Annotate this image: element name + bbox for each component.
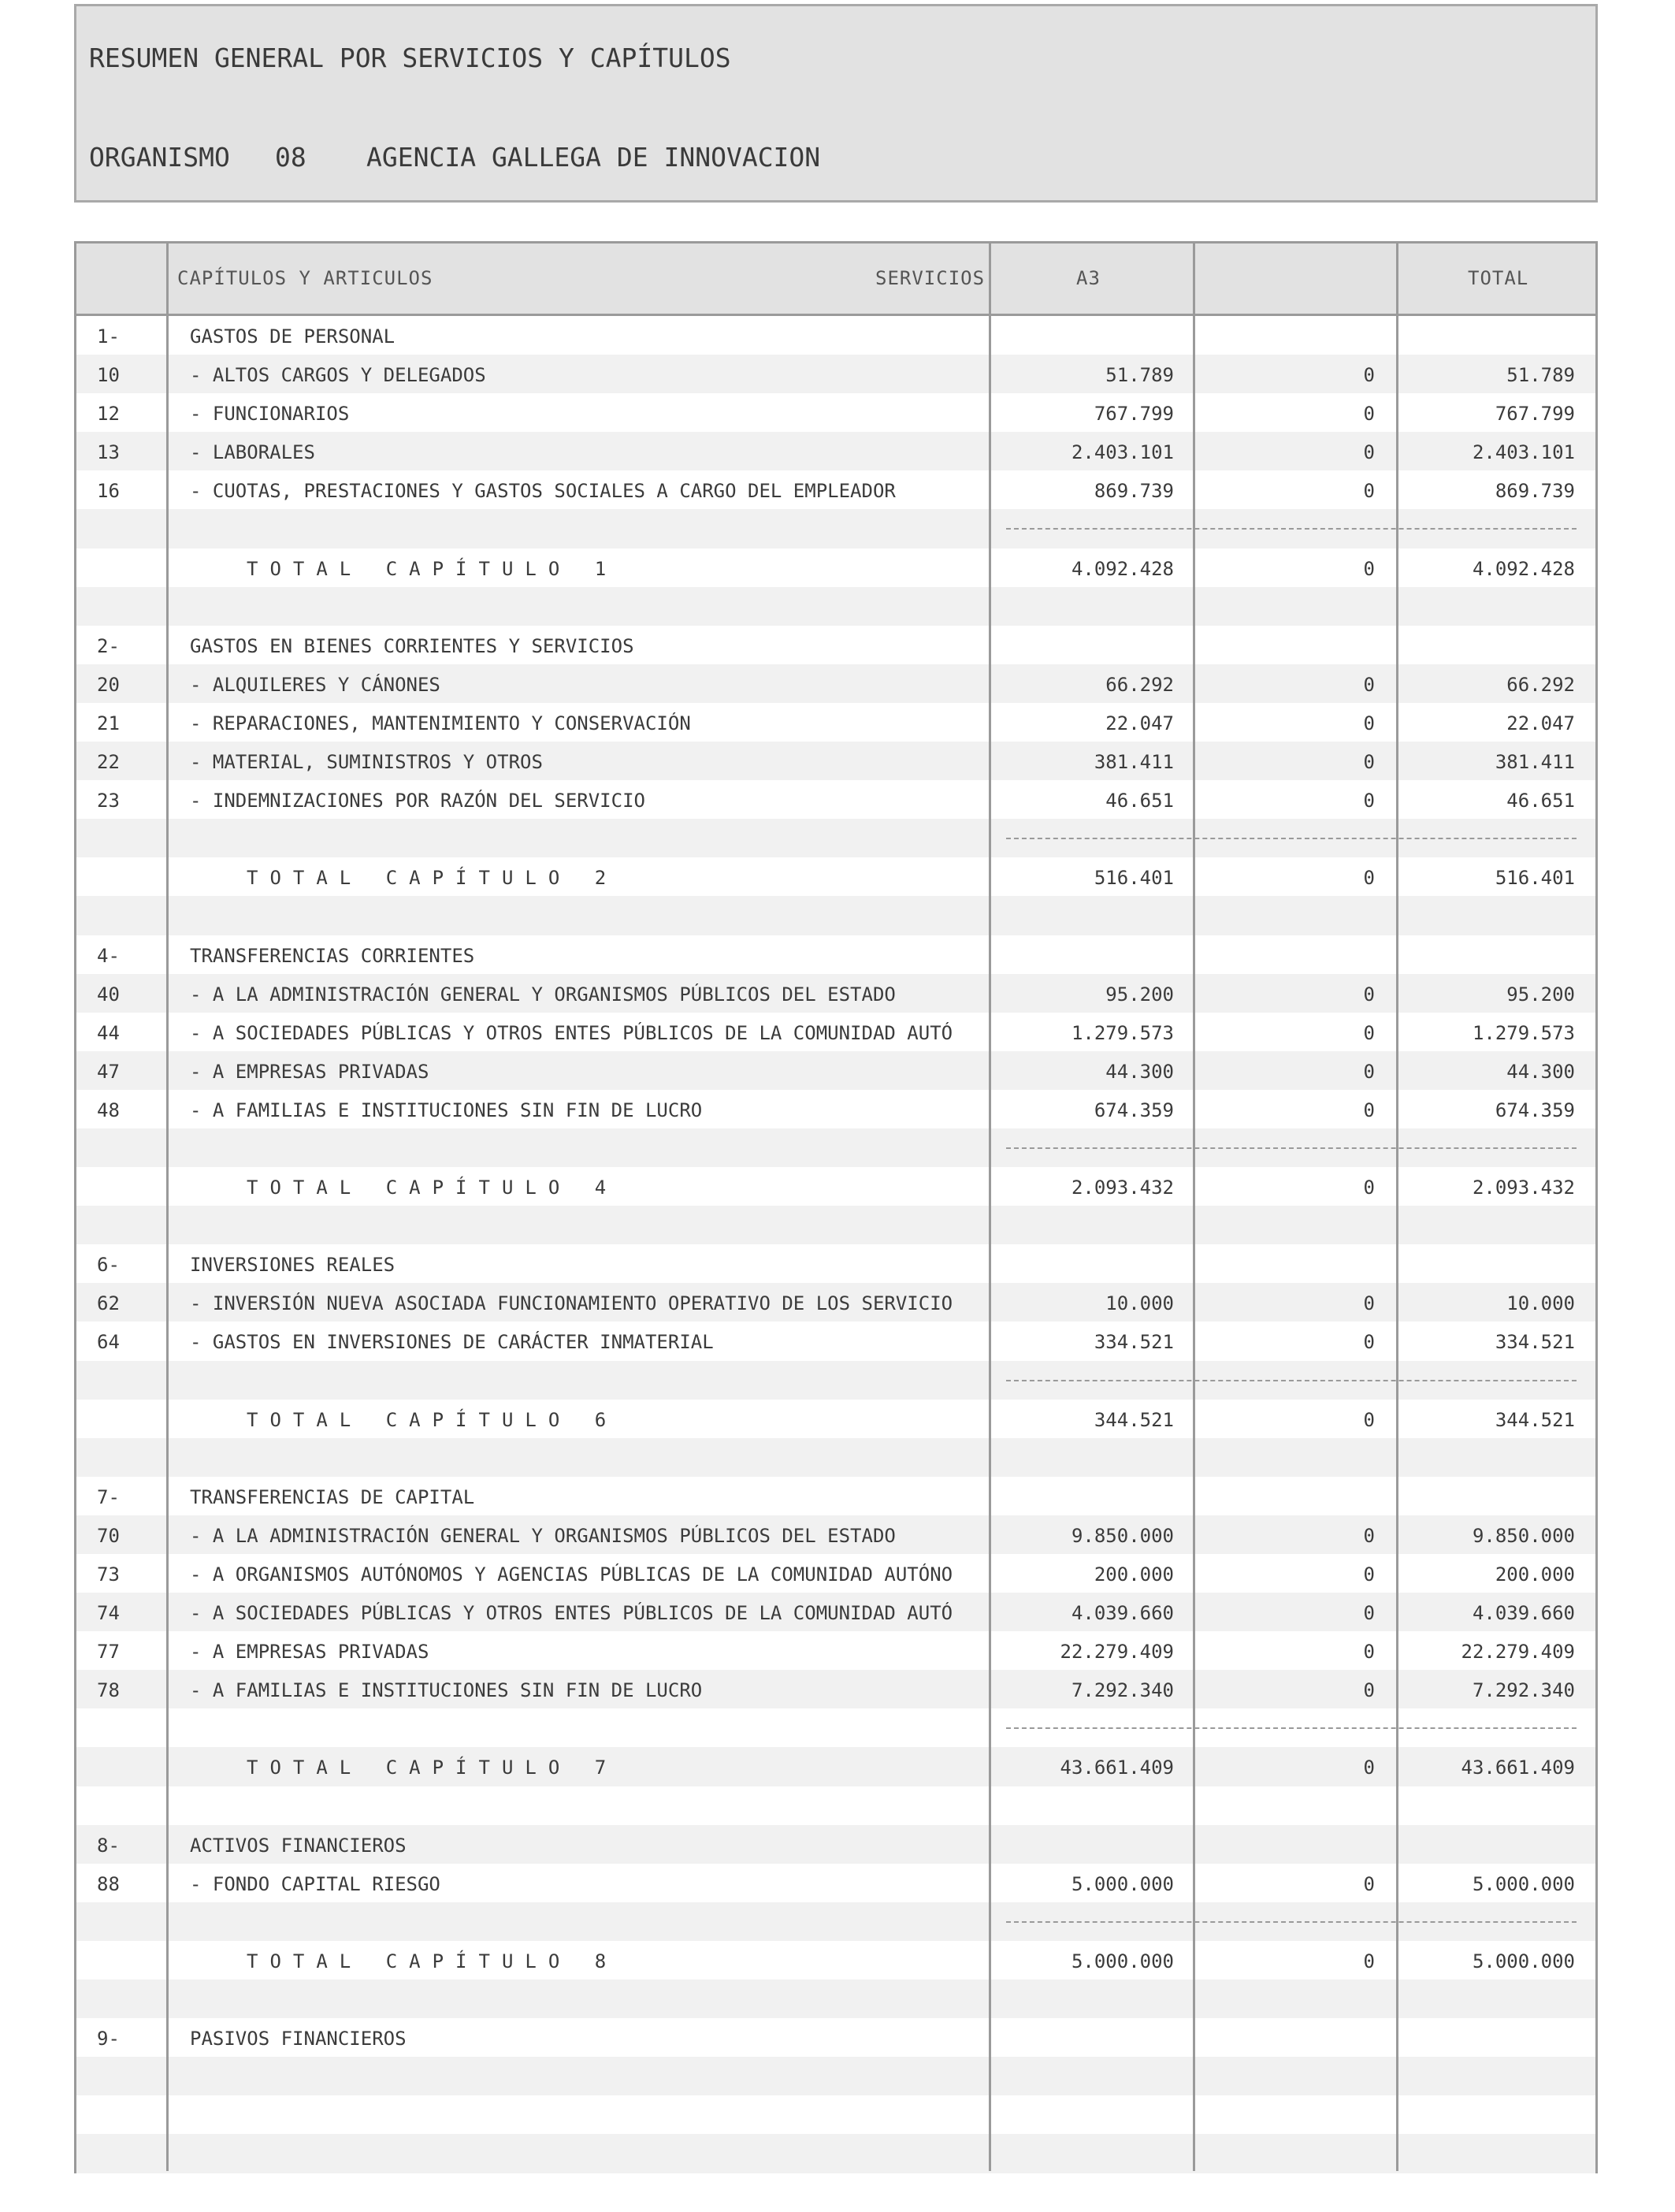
article-code: 88 <box>97 1872 120 1895</box>
blank-column-value: 0 <box>1363 1602 1375 1625</box>
a3-value: 46.651 <box>1105 790 1174 812</box>
blank-column-value: 0 <box>1363 1060 1375 1083</box>
article-description: - A LA ADMINISTRACIÓN GENERAL Y ORGANISMOS PÚBLICOS DEL ESTADO <box>190 1524 896 1547</box>
total-value: 381.411 <box>1495 751 1575 774</box>
table-row <box>76 1322 1595 1360</box>
article-description: - CUOTAS, PRESTACIONES Y GASTOS SOCIALES A CARGO DEL EMPLEADOR <box>190 480 896 503</box>
column-divider <box>1396 244 1398 2171</box>
report-header <box>74 4 1598 203</box>
blank-column-value: 0 <box>1363 712 1375 734</box>
chapter-row <box>76 935 1595 974</box>
blank-column-value: 0 <box>1363 1872 1375 1895</box>
col-total: TOTAL <box>1468 267 1529 289</box>
subtotal-separator <box>76 1128 1595 1167</box>
table-row <box>76 1283 1595 1322</box>
blank-column-value: 0 <box>1363 403 1375 426</box>
article-description: - FONDO CAPITAL RIESGO <box>190 1872 440 1895</box>
a3-value: 1.279.573 <box>1071 1021 1174 1044</box>
total-value: 95.200 <box>1506 983 1575 1006</box>
blank-column-total: 0 <box>1363 1408 1375 1431</box>
blank-column-value: 0 <box>1363 480 1375 503</box>
table-row <box>76 1631 1595 1670</box>
a3-value: 200.000 <box>1094 1563 1174 1586</box>
table-body <box>76 316 1595 2212</box>
table-row <box>76 1864 1595 1902</box>
chapter-title: INVERSIONES REALES <box>190 1254 396 1277</box>
subtotal-separator <box>76 509 1595 548</box>
a3-value: 381.411 <box>1094 751 1174 774</box>
a3-value: 10.000 <box>1105 1292 1174 1315</box>
a3-total: 2.093.432 <box>1071 1177 1174 1199</box>
blank-row <box>76 2134 1595 2173</box>
blank-column-value: 0 <box>1363 1679 1375 1702</box>
table-row <box>76 1554 1595 1593</box>
total-value: 66.292 <box>1506 673 1575 696</box>
subtotal-separator <box>76 1902 1595 1941</box>
a3-value: 9.850.000 <box>1071 1524 1174 1547</box>
chapter-title: PASIVOS FINANCIEROS <box>190 2028 407 2050</box>
table-row <box>76 703 1595 742</box>
blank-column-value: 0 <box>1363 1331 1375 1354</box>
grand-total: 344.521 <box>1495 1408 1575 1431</box>
a3-value: 869.739 <box>1094 480 1174 503</box>
column-divider <box>989 244 991 2171</box>
blank-column-value: 0 <box>1363 751 1375 774</box>
chapter-total-label: TOTAL CAPÍTULO 8 <box>247 1950 618 1972</box>
chapter-row <box>76 626 1595 664</box>
a3-value: 44.300 <box>1105 1060 1174 1083</box>
col-a3: A3 <box>1076 267 1101 289</box>
a3-value: 22.279.409 <box>1060 1641 1174 1664</box>
chapter-total-row <box>76 1747 1595 1786</box>
blank-column-value: 0 <box>1363 1292 1375 1315</box>
a3-value: 66.292 <box>1105 673 1174 696</box>
a3-total: 5.000.000 <box>1071 1950 1174 1972</box>
blank-row <box>76 1438 1595 1477</box>
table-row <box>76 393 1595 432</box>
blank-column-value: 0 <box>1363 441 1375 464</box>
chapter-code: 6- <box>97 1254 120 1277</box>
chapter-code: 1- <box>97 325 120 348</box>
total-value: 1.279.573 <box>1472 1021 1575 1044</box>
chapter-total-row <box>76 1167 1595 1206</box>
a3-value: 767.799 <box>1094 403 1174 426</box>
blank-row <box>76 896 1595 935</box>
chapter-row <box>76 1244 1595 1283</box>
column-divider <box>166 244 169 2171</box>
a3-value: 7.292.340 <box>1071 1679 1174 1702</box>
a3-value: 4.039.660 <box>1071 1602 1174 1625</box>
blank-column-value: 0 <box>1363 1524 1375 1547</box>
blank-row <box>76 2057 1595 2095</box>
a3-total: 516.401 <box>1094 867 1174 890</box>
organismo-name: AGENCIA GALLEGA DE INNOVACION <box>366 142 821 173</box>
chapter-total-label: TOTAL CAPÍTULO 7 <box>247 1757 618 1779</box>
article-code: 47 <box>97 1060 120 1083</box>
total-value: 334.521 <box>1495 1331 1575 1354</box>
total-value: 767.799 <box>1495 403 1575 426</box>
grand-total: 5.000.000 <box>1472 1950 1575 1972</box>
dashed-rule <box>1006 1380 1577 1381</box>
article-code: 48 <box>97 1099 120 1121</box>
chapter-code: 9- <box>97 2028 120 2050</box>
table-row <box>76 1090 1595 1128</box>
chapter-title: TRANSFERENCIAS DE CAPITAL <box>190 1485 475 1508</box>
dashed-rule <box>1006 838 1577 839</box>
total-value: 22.047 <box>1506 712 1575 734</box>
organismo-label: ORGANISMO <box>89 142 230 173</box>
table-row <box>76 355 1595 393</box>
blank-column-value: 0 <box>1363 1563 1375 1586</box>
blank-column-value: 0 <box>1363 364 1375 387</box>
article-description: - A LA ADMINISTRACIÓN GENERAL Y ORGANISMOS PÚBLICOS DEL ESTADO <box>190 983 896 1006</box>
blank-column-value: 0 <box>1363 1641 1375 1664</box>
col-capitulos: CAPÍTULOS Y ARTICULOS <box>177 267 433 289</box>
table-header <box>76 244 1595 316</box>
article-description: - A EMPRESAS PRIVADAS <box>190 1060 429 1083</box>
article-description: - INDEMNIZACIONES POR RAZÓN DEL SERVICIO <box>190 790 645 812</box>
table-row <box>76 1013 1595 1051</box>
article-description: - ALQUILERES Y CÁNONES <box>190 673 440 696</box>
blank-row <box>76 1980 1595 2018</box>
article-code: 20 <box>97 673 120 696</box>
table-row <box>76 742 1595 780</box>
article-description: - LABORALES <box>190 441 315 464</box>
total-value: 46.651 <box>1506 790 1575 812</box>
article-code: 62 <box>97 1292 120 1315</box>
total-value: 5.000.000 <box>1472 1872 1575 1895</box>
chapter-row <box>76 316 1595 355</box>
article-code: 12 <box>97 403 120 426</box>
chapter-total-row <box>76 1400 1595 1438</box>
article-description: - GASTOS EN INVERSIONES DE CARÁCTER INMATERIAL <box>190 1331 714 1354</box>
chapter-code: 7- <box>97 1485 120 1508</box>
blank-row <box>76 2173 1595 2212</box>
blank-column-total: 0 <box>1363 867 1375 890</box>
article-description: - REPARACIONES, MANTENIMIENTO Y CONSERVACIÓN <box>190 712 691 734</box>
dashed-rule <box>1006 1727 1577 1729</box>
total-value: 869.739 <box>1495 480 1575 503</box>
total-value: 200.000 <box>1495 1563 1575 1586</box>
grand-total: 2.093.432 <box>1472 1177 1575 1199</box>
subtotal-separator <box>76 1361 1595 1400</box>
a3-value: 22.047 <box>1105 712 1174 734</box>
table-row <box>76 1593 1595 1631</box>
dashed-rule <box>1006 1147 1577 1149</box>
chapter-row <box>76 2018 1595 2057</box>
chapter-total-row <box>76 857 1595 896</box>
blank-column-value: 0 <box>1363 983 1375 1006</box>
article-description: - A SOCIEDADES PÚBLICAS Y OTROS ENTES PÚBLICOS DE LA COMUNIDAD AUTÓ <box>190 1021 953 1044</box>
chapter-total-label: TOTAL CAPÍTULO 2 <box>247 867 618 890</box>
blank-column-total: 0 <box>1363 1950 1375 1972</box>
blank-column-value: 0 <box>1363 1099 1375 1121</box>
subtotal-separator <box>76 819 1595 857</box>
a3-total: 4.092.428 <box>1071 557 1174 580</box>
chapter-total-label: TOTAL CAPÍTULO 1 <box>247 557 618 580</box>
article-code: 73 <box>97 1563 120 1586</box>
a3-value: 674.359 <box>1094 1099 1174 1121</box>
chapter-code: 8- <box>97 1834 120 1857</box>
article-code: 44 <box>97 1021 120 1044</box>
total-value: 10.000 <box>1506 1292 1575 1315</box>
total-value: 44.300 <box>1506 1060 1575 1083</box>
a3-value: 95.200 <box>1105 983 1174 1006</box>
table-row <box>76 432 1595 470</box>
article-code: 22 <box>97 751 120 774</box>
blank-column-total: 0 <box>1363 557 1375 580</box>
table-row <box>76 974 1595 1013</box>
article-description: - A FAMILIAS E INSTITUCIONES SIN FIN DE LUCRO <box>190 1099 703 1121</box>
a3-value: 334.521 <box>1094 1331 1174 1354</box>
total-value: 51.789 <box>1506 364 1575 387</box>
a3-total: 344.521 <box>1094 1408 1174 1431</box>
article-code: 10 <box>97 364 120 387</box>
article-code: 13 <box>97 441 120 464</box>
organismo-code: 08 <box>275 142 306 173</box>
table-row <box>76 1670 1595 1708</box>
blank-row <box>76 1206 1595 1244</box>
chapter-title: GASTOS EN BIENES CORRIENTES Y SERVICIOS <box>190 634 634 657</box>
grand-total: 43.661.409 <box>1461 1757 1575 1779</box>
article-code: 16 <box>97 480 120 503</box>
total-value: 2.403.101 <box>1472 441 1575 464</box>
blank-column-total: 0 <box>1363 1177 1375 1199</box>
grand-total: 516.401 <box>1495 867 1575 890</box>
chapter-total-row <box>76 548 1595 587</box>
a3-value: 2.403.101 <box>1071 441 1174 464</box>
total-value: 22.279.409 <box>1461 1641 1575 1664</box>
blank-column-value: 0 <box>1363 1021 1375 1044</box>
article-description: - A EMPRESAS PRIVADAS <box>190 1641 429 1664</box>
blank-column-value: 0 <box>1363 790 1375 812</box>
blank-column-total: 0 <box>1363 1757 1375 1779</box>
dashed-rule <box>1006 1921 1577 1923</box>
chapter-title: ACTIVOS FINANCIEROS <box>190 1834 407 1857</box>
blank-row <box>76 1786 1595 1825</box>
article-code: 78 <box>97 1679 120 1702</box>
col-servicios: SERVICIOS <box>875 267 986 289</box>
chapter-code: 2- <box>97 634 120 657</box>
total-value: 9.850.000 <box>1472 1524 1575 1547</box>
article-code: 77 <box>97 1641 120 1664</box>
chapter-title: GASTOS DE PERSONAL <box>190 325 396 348</box>
total-value: 674.359 <box>1495 1099 1575 1121</box>
article-code: 70 <box>97 1524 120 1547</box>
article-code: 23 <box>97 790 120 812</box>
article-description: - A FAMILIAS E INSTITUCIONES SIN FIN DE LUCRO <box>190 1679 703 1702</box>
a3-value: 5.000.000 <box>1071 1872 1174 1895</box>
blank-row <box>76 2095 1595 2134</box>
chapter-code: 4- <box>97 944 120 967</box>
table-row <box>76 1515 1595 1554</box>
chapter-row <box>76 1825 1595 1864</box>
table-row <box>76 470 1595 509</box>
table-row <box>76 780 1595 819</box>
blank-row <box>76 587 1595 626</box>
article-code: 64 <box>97 1331 120 1354</box>
article-code: 74 <box>97 1602 120 1625</box>
column-divider <box>1193 244 1195 2171</box>
chapter-total-label: TOTAL CAPÍTULO 6 <box>247 1408 618 1431</box>
article-description: - A SOCIEDADES PÚBLICAS Y OTROS ENTES PÚBLICOS DE LA COMUNIDAD AUTÓ <box>190 1602 953 1625</box>
article-code: 40 <box>97 983 120 1006</box>
table-row <box>76 1051 1595 1090</box>
chapter-total-label: TOTAL CAPÍTULO 4 <box>247 1177 618 1199</box>
dashed-rule <box>1006 528 1577 530</box>
article-description: - A ORGANISMOS AUTÓNOMOS Y AGENCIAS PÚBLICAS DE LA COMUNIDAD AUTÓNO <box>190 1563 953 1586</box>
article-description: - INVERSIÓN NUEVA ASOCIADA FUNCIONAMIENTO OPERATIVO DE LOS SERVICIO <box>190 1292 953 1315</box>
grand-total: 4.092.428 <box>1472 557 1575 580</box>
budget-table <box>74 241 1598 2173</box>
table-row <box>76 664 1595 703</box>
article-description: - MATERIAL, SUMINISTROS Y OTROS <box>190 751 543 774</box>
blank-column-value: 0 <box>1363 673 1375 696</box>
subtotal-separator <box>76 1708 1595 1747</box>
a3-total: 43.661.409 <box>1060 1757 1174 1779</box>
article-description: - FUNCIONARIOS <box>190 403 350 426</box>
chapter-title: TRANSFERENCIAS CORRIENTES <box>190 944 475 967</box>
total-value: 4.039.660 <box>1472 1602 1575 1625</box>
total-value: 7.292.340 <box>1472 1679 1575 1702</box>
report-title: RESUMEN GENERAL POR SERVICIOS Y CAPÍTULOS <box>89 43 731 73</box>
a3-value: 51.789 <box>1105 364 1174 387</box>
article-description: - ALTOS CARGOS Y DELEGADOS <box>190 364 486 387</box>
chapter-row <box>76 1477 1595 1515</box>
article-code: 21 <box>97 712 120 734</box>
chapter-total-row <box>76 1941 1595 1980</box>
